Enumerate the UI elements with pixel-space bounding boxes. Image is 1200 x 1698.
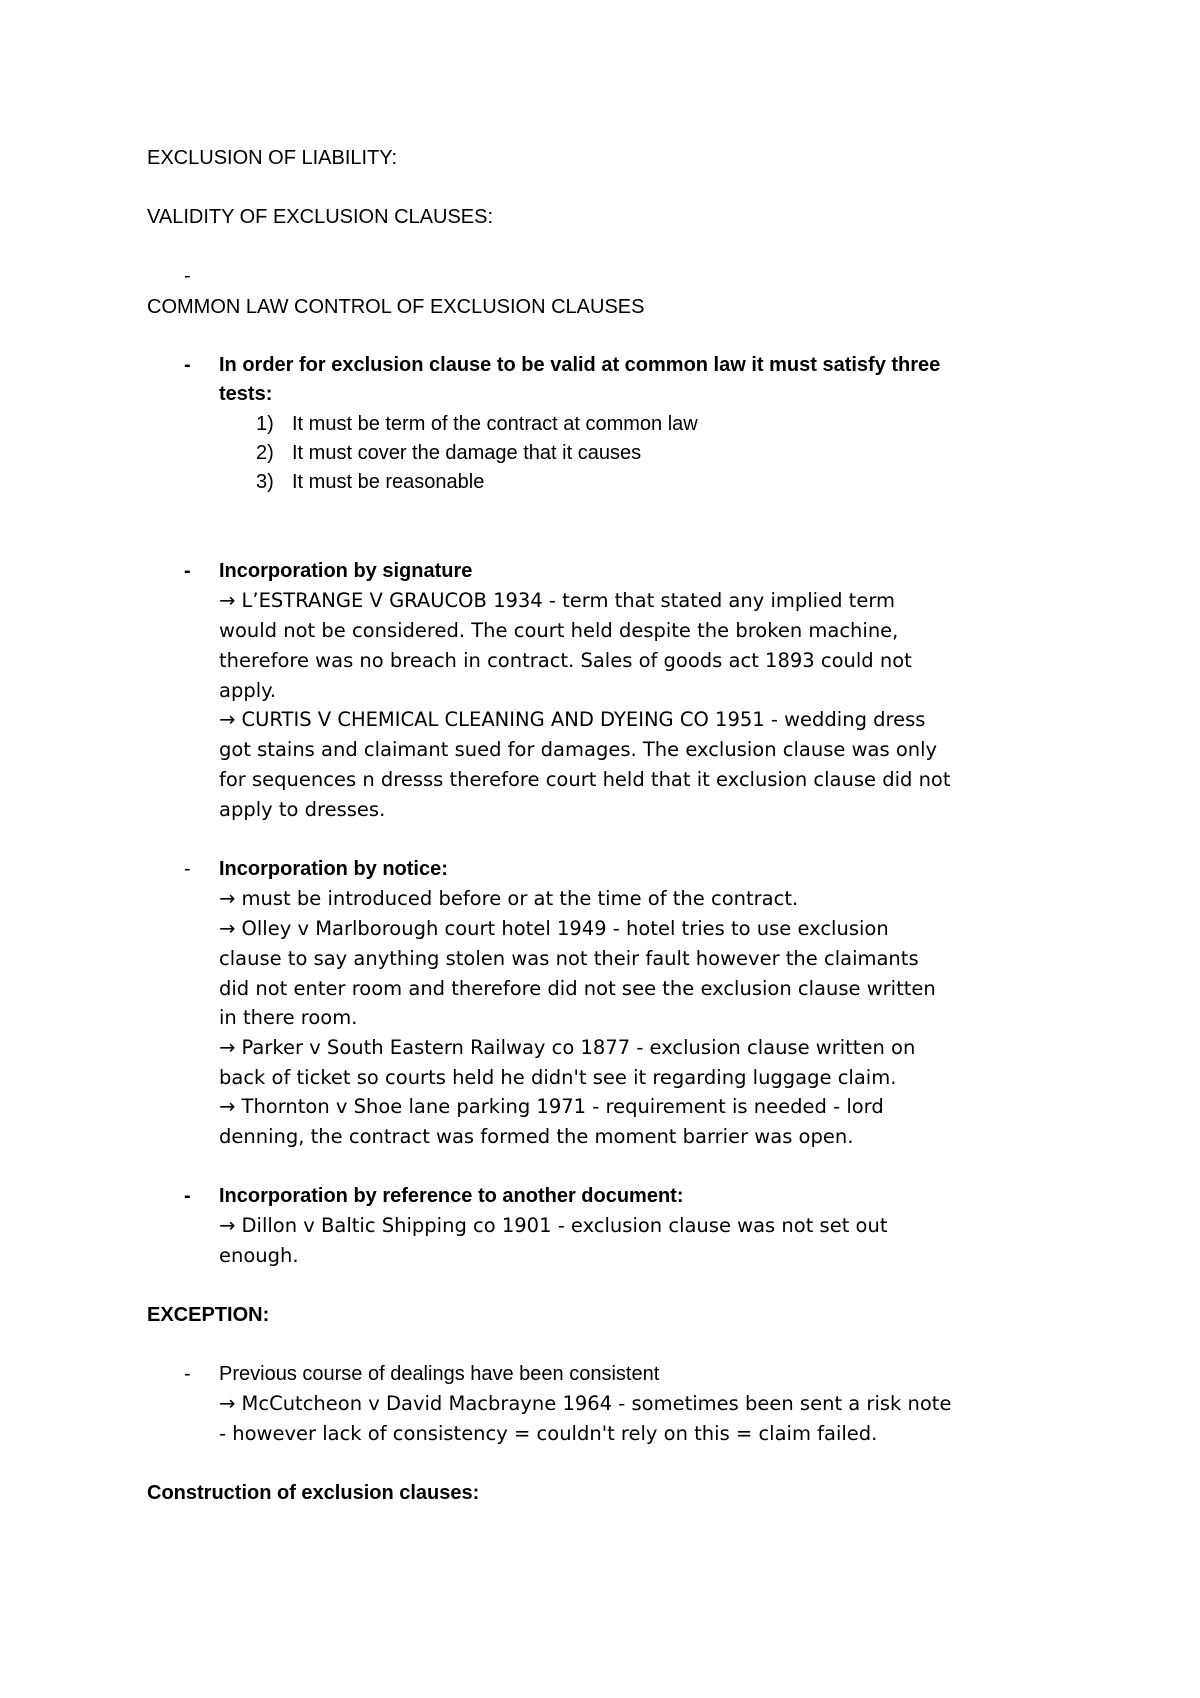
signature-line: → CURTIS V CHEMICAL CLEANING AND DYEING CO 1951 - wedding dress: [219, 708, 926, 731]
signature-line: got stains and claimant sued for damages. The exclusion clause was only: [219, 738, 938, 761]
test-num: 2): [256, 442, 274, 464]
signature-line: would not be considered. The court held despite the broken machine,: [219, 619, 899, 642]
heading-exclusion-of-liability: EXCLUSION OF LIABILITY:: [147, 147, 398, 169]
heading-common-law: COMMON LAW CONTROL OF EXCLUSION CLAUSES: [147, 296, 645, 318]
notice-line: clause to say anything stolen was not their fault however the claimants: [219, 947, 919, 970]
exception-line: - however lack of consistency = couldn't rely on this = claim failed.: [219, 1422, 878, 1445]
notice-title: Incorporation by notice:: [219, 858, 448, 880]
signature-title: Incorporation by signature: [219, 560, 473, 582]
notice-line: did not enter room and therefore did not see the exclusion clause written: [219, 977, 936, 1000]
heading-construction: Construction of exclusion clauses:: [147, 1482, 480, 1504]
heading-exception: EXCEPTION:: [147, 1304, 270, 1326]
tests-intro-line2: tests:: [219, 383, 273, 405]
tests-intro-line1: In order for exclusion clause to be valid at common law it must satisfy three: [219, 354, 941, 376]
bullet-dash: -: [184, 1185, 191, 1207]
heading-validity: VALIDITY OF EXCLUSION CLAUSES:: [147, 206, 494, 228]
test-num: 1): [256, 413, 274, 435]
bullet-dash: -: [184, 560, 191, 582]
notice-line: in there room.: [219, 1006, 358, 1029]
notice-line: → Olley v Marlborough court hotel 1949 - hotel tries to use exclusion: [219, 917, 889, 940]
test-num: 3): [256, 471, 274, 493]
bullet-dash: -: [184, 354, 191, 376]
reference-title: Incorporation by reference to another document:: [219, 1185, 684, 1207]
exception-line: → McCutcheon v David Macbrayne 1964 - sometimes been sent a risk note: [219, 1392, 952, 1415]
notice-line: → Thornton v Shoe lane parking 1971 - requirement is needed - lord: [219, 1095, 884, 1118]
signature-line: for sequences n dresss therefore court held that it exclusion clause did not: [219, 768, 951, 791]
test-text: It must be term of the contract at common law: [292, 413, 698, 435]
bullet-dash: -: [184, 1363, 191, 1385]
signature-line: → L’ESTRANGE V GRAUCOB 1934 - term that stated any implied term: [219, 589, 895, 612]
exception-line1: Previous course of dealings have been consistent: [219, 1363, 660, 1385]
notice-line: → Parker v South Eastern Railway co 1877 - exclusion clause written on: [219, 1036, 916, 1059]
signature-line: apply.: [219, 679, 277, 702]
notice-line: → must be introduced before or at the time of the contract.: [219, 887, 799, 910]
notice-line: denning, the contract was formed the moment barrier was open.: [219, 1125, 854, 1148]
notice-line: back of ticket so courts held he didn't see it regarding luggage claim.: [219, 1066, 897, 1089]
reference-line: → Dillon v Baltic Shipping co 1901 - exclusion clause was not set out: [219, 1214, 888, 1237]
signature-line: apply to dresses.: [219, 798, 386, 821]
empty-bullet: -: [184, 265, 191, 287]
reference-line: enough.: [219, 1244, 299, 1267]
test-text: It must be reasonable: [292, 471, 485, 493]
test-text: It must cover the damage that it causes: [292, 442, 642, 464]
bullet-dash: -: [184, 858, 191, 880]
signature-line: therefore was no breach in contract. Sales of goods act 1893 could not: [219, 649, 912, 672]
